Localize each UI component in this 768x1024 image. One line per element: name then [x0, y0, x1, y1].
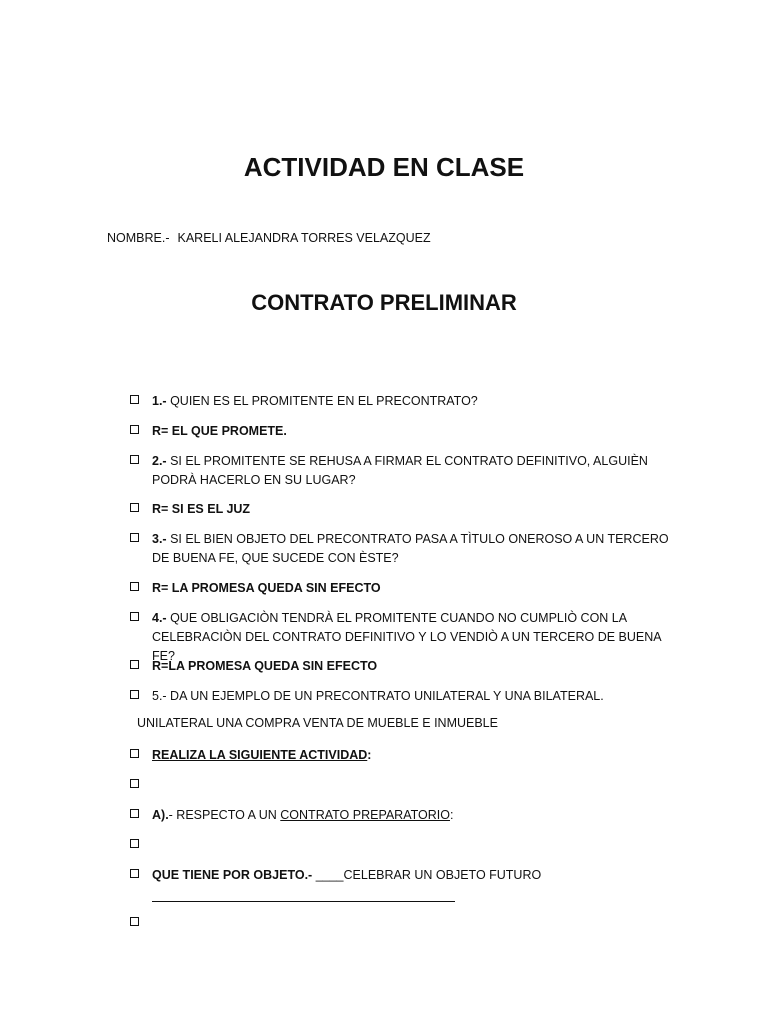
question-3: 3.- SI EL BIEN OBJETO DEL PRECONTRATO PASA A TÌTULO ONEROSO A UN TERCERO DE BUENA FE, QUE SUCEDE CON ÈSTE?	[130, 530, 670, 568]
checkbox[interactable]	[130, 612, 139, 621]
checkbox[interactable]	[130, 425, 139, 434]
checkbox[interactable]	[130, 779, 139, 788]
item-objeto: QUE TIENE POR OBJETO.- ____CELEBRAR UN OBJETO FUTURO	[130, 866, 670, 885]
checkbox[interactable]	[130, 660, 139, 669]
question-2: 2.- SI EL PROMITENTE SE REHUSA A FIRMAR EL CONTRATO DEFINITIVO, ALGUIÈN PODRÀ HACERLO EN SU LUGAR?	[130, 452, 670, 490]
checkbox[interactable]	[130, 533, 139, 542]
question-4: 4.- QUE OBLIGACIÒN TENDRÀ EL PROMITENTE CUANDO NO CUMPLIÒ CON LA CELEBRACIÒN DEL CONTRATO DEFINITIVO Y LO VENDIÒ A UN TERCERO DE BUENA FE?	[130, 609, 670, 666]
activity-heading: REALIZA LA SIGUIENTE ACTIVIDAD:	[130, 746, 670, 765]
checkbox[interactable]	[130, 395, 139, 404]
answer-1: R= EL QUE PROMETE.	[130, 422, 670, 441]
answer-line	[152, 901, 455, 902]
item-a: A).- RESPECTO A UN CONTRATO PREPARATORIO:	[130, 806, 670, 825]
question-1: 1.- QUIEN ES EL PROMITENTE EN EL PRECONTRATO?	[130, 392, 670, 411]
page-title: ACTIVIDAD EN CLASE	[243, 152, 525, 182]
checkbox[interactable]	[130, 869, 139, 878]
name-value: KARELI ALEJANDRA TORRES VELAZQUEZ	[177, 231, 431, 245]
checkbox[interactable]	[130, 917, 139, 926]
name-label: NOMBRE.-	[107, 231, 170, 245]
answer-3: R= LA PROMESA QUEDA SIN EFECTO	[130, 579, 670, 598]
answer-5: UNILATERAL UNA COMPRA VENTA DE MUEBLE E INMUEBLE	[137, 716, 498, 730]
section-title: CONTRATO PRELIMINAR	[251, 290, 517, 315]
checkbox[interactable]	[130, 503, 139, 512]
checkbox[interactable]	[130, 809, 139, 818]
checkbox[interactable]	[130, 582, 139, 591]
question-5: 5.- DA UN EJEMPLO DE UN PRECONTRATO UNILATERAL Y UNA BILATERAL.	[130, 687, 670, 706]
checkbox[interactable]	[130, 690, 139, 699]
student-name	[107, 231, 431, 245]
checkbox[interactable]	[130, 749, 139, 758]
checkbox[interactable]	[130, 839, 139, 848]
answer-4: R=LA PROMESA QUEDA SIN EFECTO	[130, 657, 670, 676]
checkbox[interactable]	[130, 455, 139, 464]
answer-2: R= SI ES EL JUZ	[130, 500, 670, 519]
